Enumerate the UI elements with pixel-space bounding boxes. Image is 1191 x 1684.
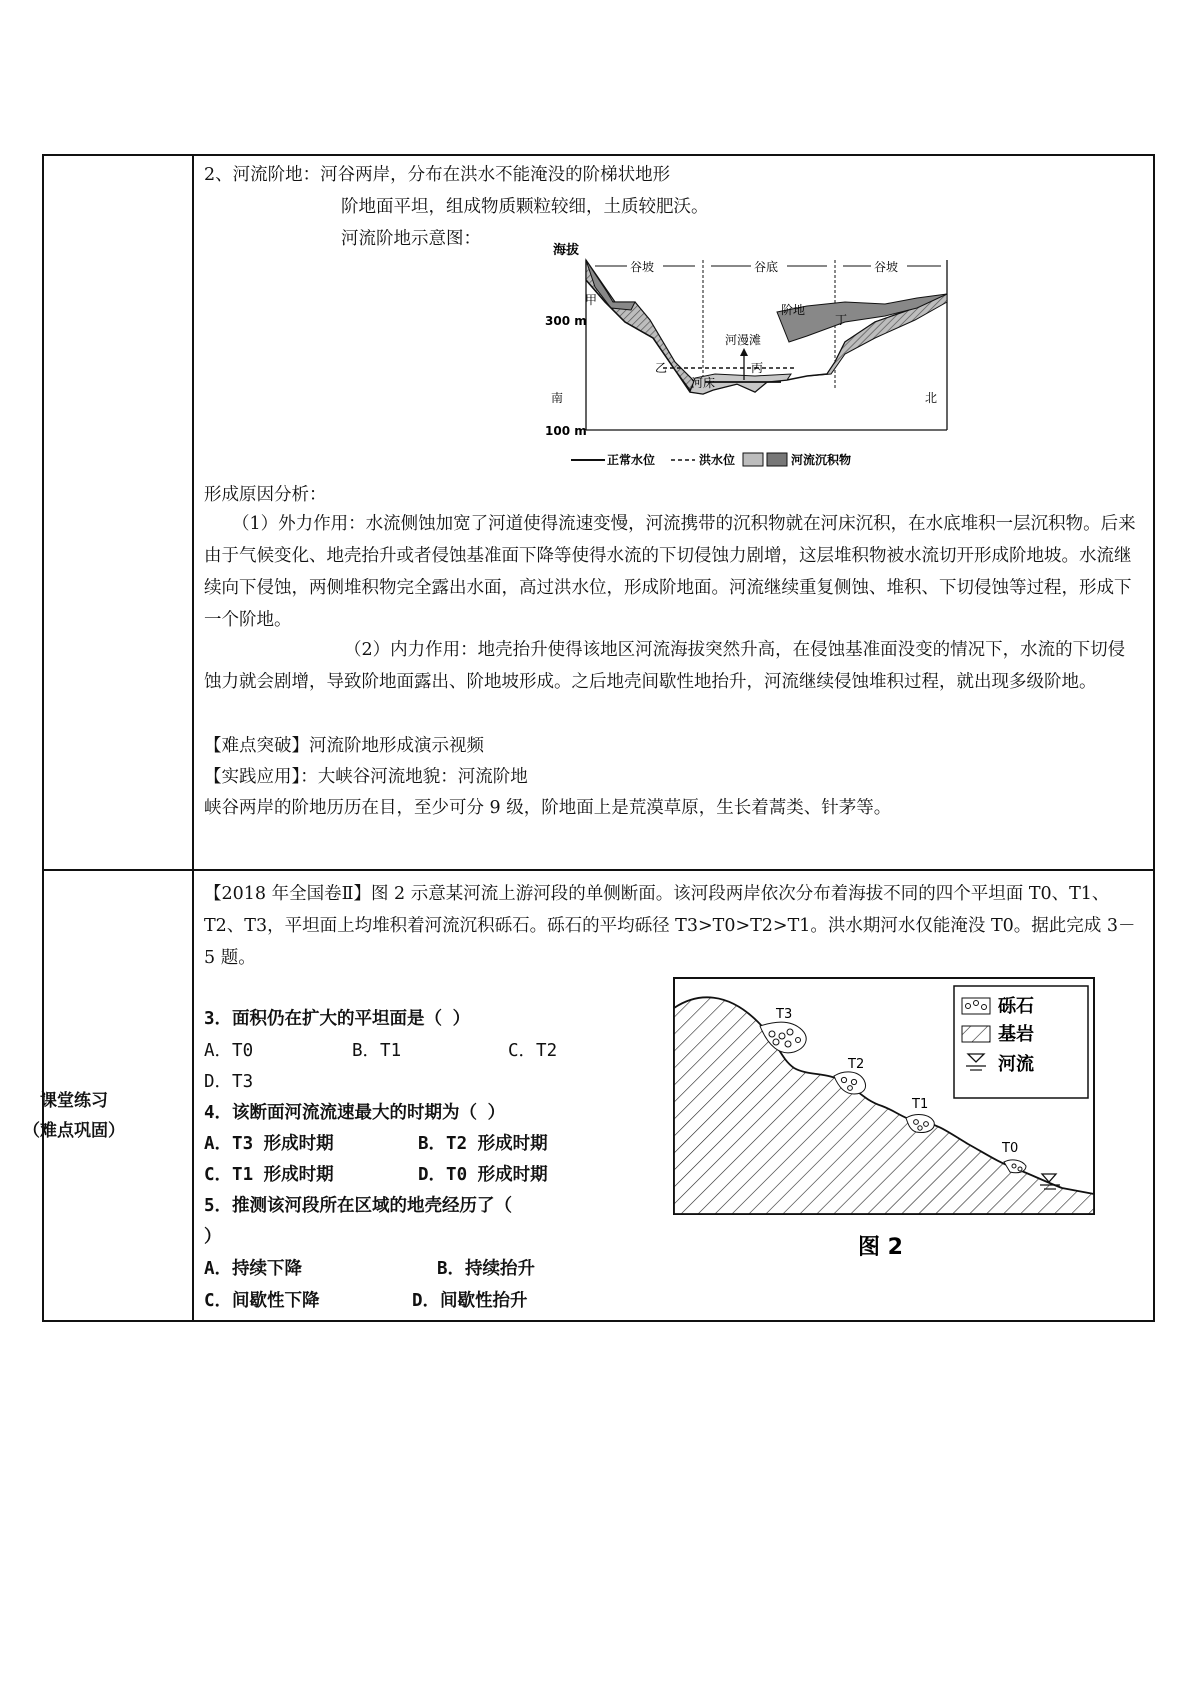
analysis-para-internal: （2）内力作用：地壳抬升使得该地区河流海拔突然升高，在侵蚀基准面没变的情况下，水流的下切侵蚀力就会剧增，导致阶地面露出、阶地坡形成。之后地壳间歇性地抬升，河流继续侵蚀堆积过程，就出现多级阶地。 (204, 640, 1126, 692)
terrace-diagram-title: 河流阶地示意图： (341, 229, 481, 249)
q3-option-c: C．T2 (508, 1041, 558, 1061)
zone-label-left-slope: 谷坡 (630, 260, 655, 274)
q3-option-d: D．T3 (204, 1072, 254, 1092)
label-bing: 丙 (751, 361, 764, 375)
q5-option-a: A．持续下降 (204, 1259, 303, 1279)
q3-option-a: A．T0 (204, 1041, 254, 1061)
diagram-tick-100: 100 m (545, 424, 587, 438)
practice-label (0, 1086, 148, 1146)
analysis-para-external: （1）外力作用：水流侧蚀加宽了河道使得流速变慢，河流携带的沉积物就在河床沉积，在水底堆积一层沉积物。后来由于气候变化、地壳抬升或者侵蚀基准面下降等使得水流的下切侵蚀力剧增，这层堆积物被水流切开形成阶地坡。水流继续向下侵蚀，两侧堆积物完全露出水面，高过洪水位，形成阶地面。河流继续重复侧蚀、堆积、下切侵蚀等过程，形成下一个阶地。 (204, 514, 1136, 630)
question-5-close: ） (204, 1227, 222, 1247)
legend-deposit-swatch-dark (767, 453, 787, 466)
exam-intro: 【2018 年全国卷Ⅱ】图 2 示意某河流上游河段的单侧断面。该河段两岸依次分布着海拔不同的四个平坦面 T0、T1、T2、T3，平坦面上均堆积着河流沉积砾石。砾石的平均砾径 T3>T0>T2>T1。洪水期河水仅能淹没 T0。据此完成 3－5 题。 (204, 884, 1136, 968)
question-3: 3．面积仍在扩大的平坦面是（ ） (204, 1009, 471, 1029)
practice-label-line1: 课堂练习 (40, 1091, 108, 1111)
label-jia: 甲 (585, 293, 598, 307)
q4-option-a: A．T3 形成时期 (204, 1134, 334, 1154)
terrace-label-t1: T1 (912, 1097, 929, 1112)
terrace-feature-text: 阶地面平坦，组成物质颗粒较细，土质较肥沃。 (341, 197, 709, 217)
q4-option-d: D．T0 形成时期 (418, 1165, 548, 1185)
label-riverbed: 河床 (691, 376, 716, 390)
diagram-y-label: 海拔 (553, 243, 580, 258)
left-terrace-deposit (586, 260, 695, 390)
label-north: 北 (925, 391, 938, 405)
question-4: 4．该断面河流流速最大的时期为（ ） (204, 1103, 506, 1123)
legend-bedrock-swatch (962, 1026, 990, 1042)
terrace-label-t0: T0 (1002, 1141, 1019, 1156)
legend-deposit-text: 河流沉积物 (791, 453, 852, 467)
legend-normal-text: 正常水位 (607, 453, 656, 467)
terrace-label-t2: T2 (848, 1057, 865, 1072)
legend-gravel-swatch (962, 998, 990, 1014)
legend-bedrock-text: 基岩 (998, 1024, 1034, 1045)
q3-option-b: B．T1 (352, 1041, 402, 1061)
practice-label-line2: （难点巩固） (23, 1121, 125, 1141)
legend-deposit-swatch-light (743, 453, 763, 466)
legend-gravel-text: 砾石 (998, 996, 1034, 1017)
practice-line: 【实践应用】：大峡谷河流地貌：河流阶地 (204, 767, 528, 787)
analysis-title: 形成原因分析： (204, 485, 327, 505)
legend-river-text: 河流 (998, 1054, 1034, 1075)
figure-2-river-section (668, 972, 1098, 1272)
zone-label-right-slope: 谷坡 (874, 260, 899, 274)
q4-option-b: B．T2 形成时期 (418, 1134, 548, 1154)
label-ding: 丁 (835, 313, 848, 327)
terrace-label-t3: T3 (776, 1007, 793, 1022)
zone-label-valley-floor: 谷底 (754, 260, 779, 274)
breakthrough-line: 【难点突破】河流阶地形成演示视频 (204, 736, 484, 756)
question-5: 5．推测该河段所在区域的地壳经历了（ (204, 1196, 513, 1216)
label-yi: 乙 (655, 361, 668, 375)
terrace-heading: 2、河流阶地：河谷两岸，分布在洪水不能淹没的阶梯状地形 (204, 165, 671, 185)
canyon-line: 峡谷两岸的阶地历历在目，至少可分 9 级，阶地面上是荒漠草原，生长着蒿类、针茅等。 (204, 798, 892, 818)
diagram-tick-300: 300 m (545, 314, 587, 328)
label-terrace: 阶地 (781, 303, 806, 317)
left-cell-empty (43, 155, 193, 870)
q4-option-c: C．T1 形成时期 (204, 1165, 334, 1185)
q5-option-c: C．间歇性下降 (204, 1291, 320, 1311)
q5-option-b: B．持续抬升 (437, 1259, 536, 1279)
river-terrace-diagram (545, 242, 955, 472)
q5-option-d: D．间歇性抬升 (412, 1291, 528, 1311)
label-south: 南 (551, 391, 564, 405)
label-floodplain: 河漫滩 (725, 333, 762, 347)
legend-flood-text: 洪水位 (699, 453, 736, 467)
figure-2-caption: 图 2 (858, 1235, 903, 1260)
